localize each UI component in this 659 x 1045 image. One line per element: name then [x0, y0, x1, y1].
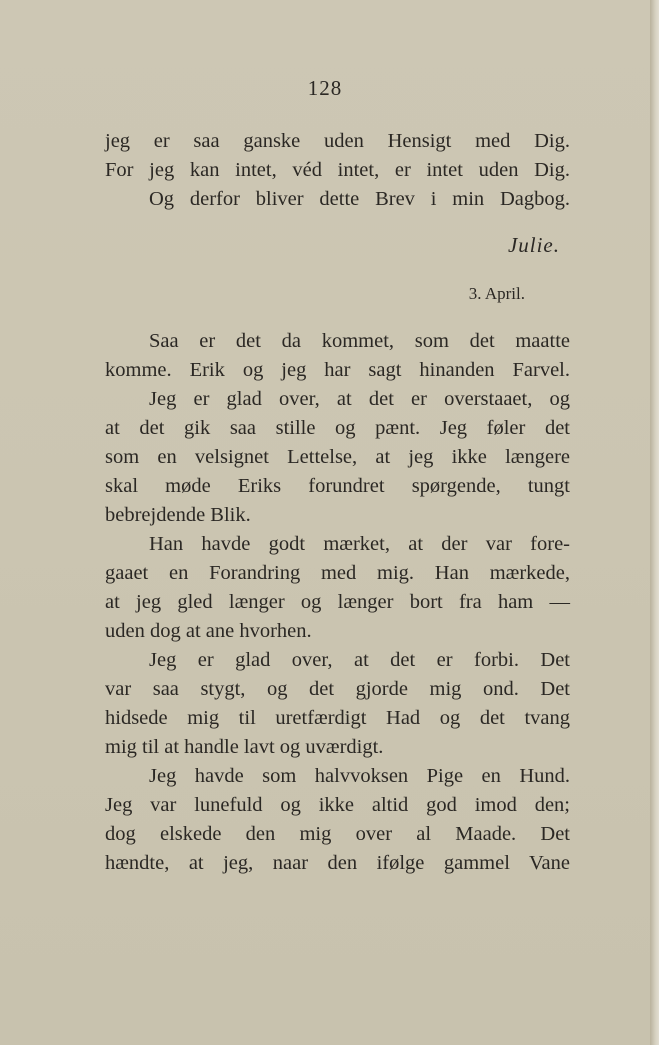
- text-line: gaaet en Forandring med mig. Han mærkede,: [105, 562, 570, 584]
- text-line: Jeg er glad over, at det er overstaaet, og: [149, 388, 570, 410]
- text-line: mig til at handle lavt og uværdigt.: [105, 736, 384, 758]
- text-line: hidsede mig til uretfærdigt Had og det tvang: [105, 707, 570, 729]
- text-line: Jeg er glad over, at det er forbi. Det: [149, 649, 570, 671]
- text-line: dog elskede den mig over al Maade. Det: [105, 823, 570, 845]
- text-line: hændte, at jeg, naar den ifølge gammel Vane: [105, 852, 570, 874]
- text-line: Jeg havde som halvvoksen Pige en Hund.: [149, 765, 570, 787]
- text-line: For jeg kan intet, véd intet, er intet uden Dig.: [105, 159, 570, 181]
- text-line: at jeg gled længer og længer bort fra ham —: [105, 591, 570, 613]
- text-line: at det gik saa stille og pænt. Jeg føler det: [105, 417, 570, 439]
- text-line: Saa er det da kommet, som det maatte: [149, 330, 570, 352]
- text-line: jeg er saa ganske uden Hensigt med Dig.: [105, 130, 570, 152]
- text-line: uden dog at ane hvorhen.: [105, 620, 312, 642]
- text-line: Jeg var lunefuld og ikke altid god imod den;: [105, 794, 570, 816]
- text-line: Han havde godt mærket, at der var fore-: [149, 533, 570, 555]
- page-edge: [650, 0, 659, 1045]
- text-line: bebrejdende Blik.: [105, 504, 251, 526]
- text-line: komme. Erik og jeg har sagt hinanden Farvel.: [105, 359, 570, 381]
- text-line: Og derfor bliver dette Brev i min Dagbog.: [149, 188, 570, 210]
- signature: Julie.: [507, 233, 560, 257]
- page-number: 128: [307, 76, 343, 100]
- text-line: som en velsignet Lettelse, at jeg ikke længere: [105, 446, 570, 468]
- entry-date: 3. April.: [468, 284, 525, 303]
- text-line: skal møde Eriks forundret spørgende, tungt: [105, 475, 570, 497]
- text-line: var saa stygt, og det gjorde mig ond. Det: [105, 678, 570, 700]
